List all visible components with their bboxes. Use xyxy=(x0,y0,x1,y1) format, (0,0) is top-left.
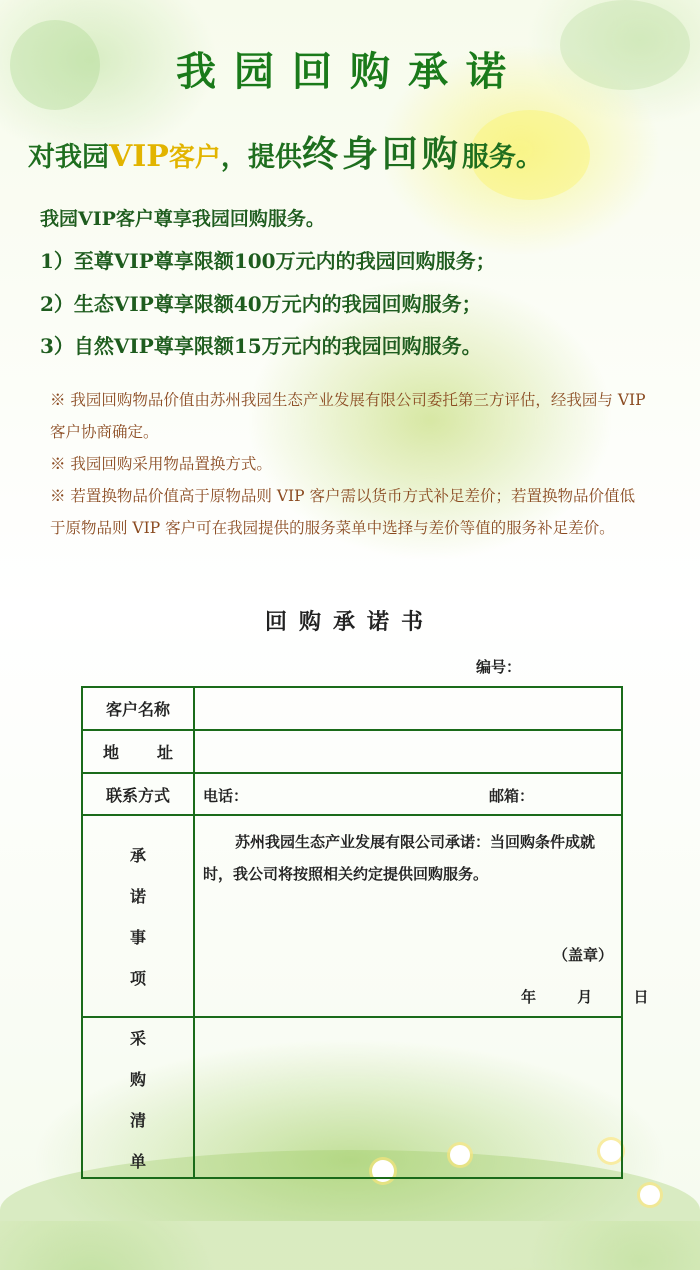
purchase-list-field[interactable] xyxy=(195,1018,621,1179)
address-label-char-1: 地 xyxy=(102,743,119,762)
slogan-vip: VIP xyxy=(109,139,169,174)
address-field[interactable] xyxy=(195,731,621,772)
commitment-label-char: 事 xyxy=(129,928,146,947)
commitment-text: 苏州我园生态产业发展有限公司承诺：当回购条件成就时，我公司将按照相关约定提供回购服务。 xyxy=(203,833,596,883)
commitment-row xyxy=(83,816,649,1018)
date-day: 日 xyxy=(633,988,649,1006)
slogan-mid: ，提供 xyxy=(220,142,302,173)
date-year: 年 xyxy=(521,988,537,1006)
notes xyxy=(50,384,650,544)
slogan-prefix: 对我园 xyxy=(28,142,109,173)
seal-label: （盖章） xyxy=(553,946,614,964)
customer-name-row xyxy=(83,688,621,731)
commitment-label-char: 诺 xyxy=(129,887,146,906)
purchase-label-char: 单 xyxy=(129,1151,146,1171)
intro-line: 我园VIP客户尊享我园回购服务。 xyxy=(40,208,325,230)
purchase-label-char: 清 xyxy=(129,1110,146,1130)
date-line xyxy=(521,986,649,1007)
purchase-list-row xyxy=(83,1018,621,1179)
phone-label: 电话： xyxy=(203,787,249,805)
commitment-label-char: 承 xyxy=(129,846,146,865)
purchase-label-char: 采 xyxy=(129,1028,146,1048)
slogan-emphasis: 终身回购 xyxy=(301,133,462,175)
note-exchange: ※ 我园回购采用物品置换方式。 xyxy=(50,455,272,473)
contact-field[interactable] xyxy=(195,774,621,814)
note-price-difference: ※ 若置换物品价值高于原物品则 VIP 客户需以货币方式补足差价；若置换物品价值低于原物品则 VIP 客户可在我园提供的服务菜单中选择与差价等值的服务补足差价。 xyxy=(50,487,636,537)
tier-nature: 3）自然VIP尊享限额15万元内的我园回购服务。 xyxy=(40,334,482,358)
contact-label: 联系方式 xyxy=(83,774,195,814)
daisy-decoration xyxy=(640,1185,660,1205)
date-month: 月 xyxy=(577,988,593,1006)
contact-row xyxy=(83,774,621,816)
commitment-content xyxy=(195,816,649,1016)
customer-name-field[interactable] xyxy=(195,688,621,729)
serial-number-label: 编号： xyxy=(476,658,522,676)
form-title: 回购承诺书 xyxy=(264,610,435,635)
slogan xyxy=(28,126,543,177)
commitment-form xyxy=(81,686,649,1179)
commitment-label-char: 项 xyxy=(129,969,146,988)
address-label-char-2: 址 xyxy=(156,743,173,762)
customer-name-label: 客户名称 xyxy=(83,688,195,729)
address-row xyxy=(83,731,621,774)
tier-supreme: 1）至尊VIP尊享限额100万元内的我园回购服务； xyxy=(40,249,496,273)
page-title: 我园回购承诺 xyxy=(176,49,524,95)
slogan-customer: 客户 xyxy=(168,143,221,173)
commitment-label xyxy=(83,816,195,1016)
address-label xyxy=(83,731,195,772)
purchase-label-char: 购 xyxy=(129,1069,146,1089)
slogan-suffix: 服务。 xyxy=(461,142,543,173)
email-label: 邮箱： xyxy=(489,787,535,805)
tier-ecology: 2）生态VIP尊享限额40万元内的我园回购服务； xyxy=(40,292,482,316)
note-valuation: ※ 我园回购物品价值由苏州我园生态产业发展有限公司委托第三方评估，经我园与 VIP 客户协商确定。 xyxy=(50,391,646,441)
purchase-list-label xyxy=(83,1018,195,1179)
